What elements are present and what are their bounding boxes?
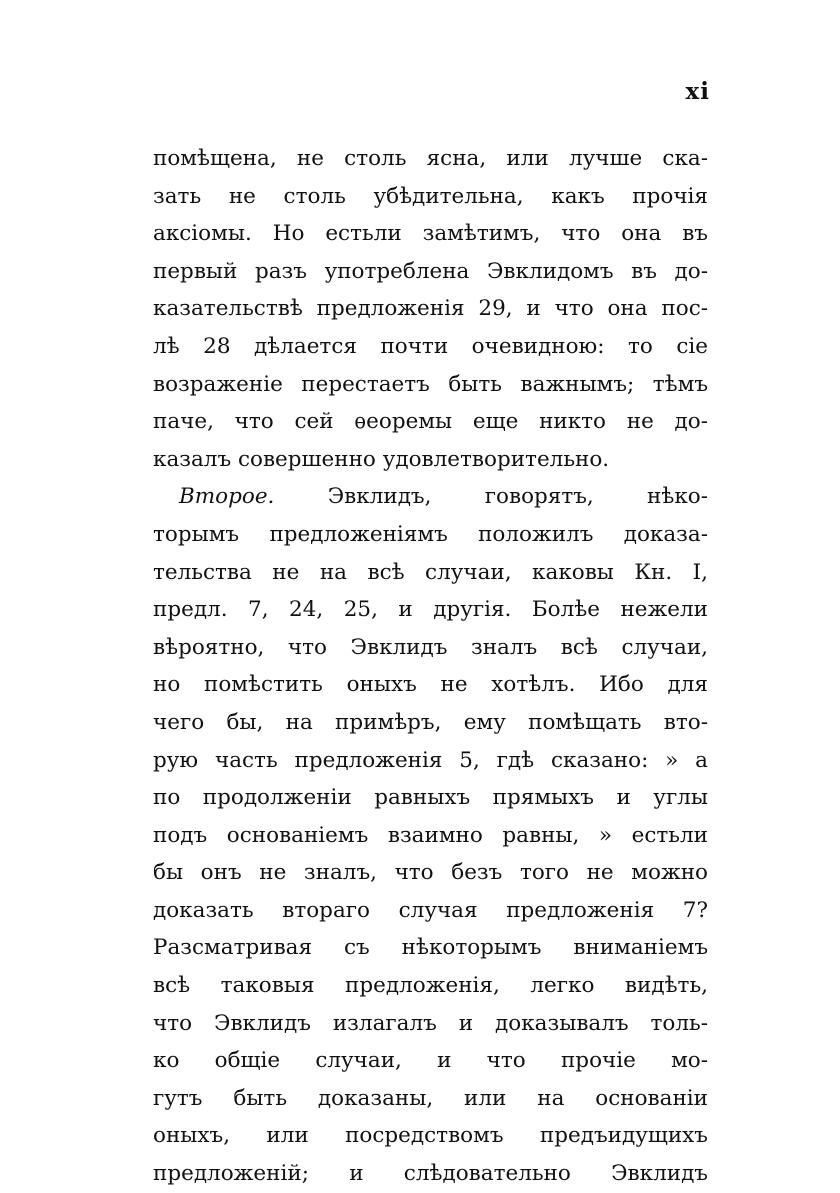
text-line: по продолженіи равныхъ прямыхъ и углы: [153, 785, 708, 811]
text-line: зать не столь убѣдительна, какъ прочія: [153, 183, 708, 209]
text-line: подъ основаніемъ взаимно равны, » естьли: [153, 822, 708, 848]
text-line: гутъ быть доказаны, или на основаніи: [153, 1085, 708, 1111]
text-line: вѣроятно, что Эвклидъ зналъ всѣ случаи,: [153, 634, 708, 660]
text-line: предл. 7, 24, 25, и другія. Болѣе нежели: [153, 597, 708, 623]
text-line: торымъ предложеніямъ положилъ доказа-: [153, 521, 708, 547]
text-line: паче, что сей ѳеоремы еще никто не до-: [153, 409, 708, 435]
text-line: Разсматривая съ нѣкоторымъ вниманіемъ: [153, 935, 708, 961]
text-line: предложеній; и слѣдовательно Эвклидъ: [153, 1161, 708, 1187]
text-line: аксіомы. Но естьли замѣтимъ, что она въ: [153, 221, 708, 247]
text-line: тельства не на всѣ случаи, каковы Кн. I,: [153, 559, 708, 585]
text-line: казательствѣ предложенія 29, и что она пос-: [153, 296, 708, 322]
section-label: Второе.: [179, 484, 275, 510]
page-number: xi: [685, 78, 710, 105]
text-line: оныхъ, или посредствомъ предъидущихъ: [153, 1123, 708, 1149]
text-line: бы онъ не зналъ, что безъ того не можно: [153, 860, 708, 886]
paragraph-opening-line: [153, 478, 708, 516]
text-line: казалъ совершенно удовлетворительно.: [153, 446, 610, 472]
text-line: что Эвклидъ излагалъ и доказывалъ толь-: [153, 1010, 708, 1036]
body-text: [153, 140, 708, 1193]
text-line: возраженіе перестаетъ быть важнымъ; тѣмъ: [153, 371, 708, 397]
opening-line-text: Эвклидъ, говорятъ, нѣко-: [327, 484, 708, 510]
text-line: доказать втораго случая предложенія 7?: [153, 897, 708, 923]
text-line: ко общіе случаи, и что прочіе мо-: [153, 1048, 708, 1074]
text-line: чего бы, на примѣръ, ему помѣщать вто-: [153, 709, 708, 735]
text-line: первый разъ употреблена Эвклидомъ въ до-: [153, 258, 708, 284]
text-line: всѣ таковыя предложенія, легко видѣть,: [153, 973, 708, 999]
text-line: рую часть предложенія 5, гдѣ сказано: » а: [153, 747, 708, 773]
text-line: помѣщена, не столь ясна, или лучше ска-: [153, 146, 708, 171]
text-line: но помѣстить оныхъ не хотѣлъ. Ибо для: [153, 672, 708, 698]
text-line: лѣ 28 дѣлается почти очевидною: то сіе: [153, 333, 708, 359]
